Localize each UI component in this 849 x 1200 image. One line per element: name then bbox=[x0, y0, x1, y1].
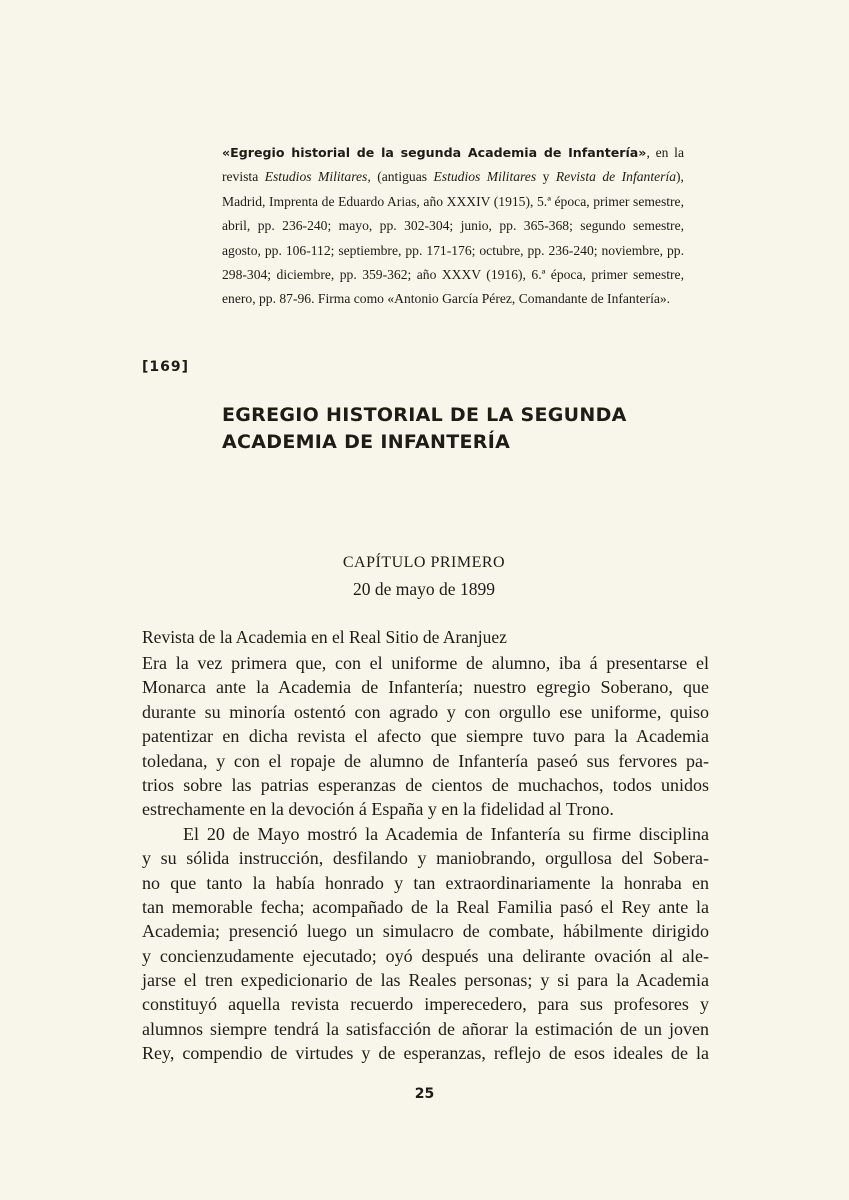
text-line: toledana, y con el ropaje de alumno de Infantería paseó sus fervores pa- bbox=[142, 750, 709, 771]
document-title bbox=[222, 402, 692, 456]
text-line: alumnos siempre tendrá la satisfacción de añorar la estimación de un joven bbox=[142, 1018, 709, 1039]
text-line: Era la vez primera que, con el uniforme de alumno, iba á presentarse el bbox=[142, 653, 709, 673]
text-line: patentizar en dicha revista el afecto que siempre tuvo para la Academia bbox=[142, 726, 709, 747]
text-line: Rey, compendio de virtudes y de esperanzas, reflejo de esos ideales de la bbox=[142, 1043, 709, 1064]
bibliographic-text: y bbox=[536, 169, 556, 185]
bibliographic-text: ), Madrid, Imprenta de Eduardo Arias, año XXXIV (1915), 5.ª época, primer semestre, abril, pp. 236-240; mayo, pp. 302-304; junio, pp. 365-368; segundo semestre, agosto, pp. 106-112; septiembre, pp. 171-176; octubre, pp. 236-240; noviembre, pp. 298-304; diciembre, pp. 359-362; año XXXV (1916), 6.ª época, primer semestre, enero, pp. 87-96. Firma como «Antonio García Pérez, Comandante de Infantería». bbox=[222, 169, 684, 307]
text-line: durante su minoría ostentó con agrado y con orgullo ese uniforme, quiso bbox=[142, 701, 709, 722]
text-line: Academia; presenció luego un simulacro de combate, hábilmente dirigido bbox=[142, 921, 709, 942]
text-line: no que tanto la había honrado y tan extraordinariamente la honraba en bbox=[142, 872, 709, 893]
text-line: y concienzudamente ejecutado; oyó después una delirante ovación al ale- bbox=[142, 945, 709, 966]
text-line: Monarca ante la Academia de Infantería; nuestro egregio Soberano, que bbox=[142, 677, 709, 698]
document-title-line: EGREGIO HISTORIAL DE LA SEGUNDA bbox=[222, 404, 627, 426]
bibliographic-title: «Egregio historial de la segunda Academia de Infantería» bbox=[222, 145, 647, 160]
bibliographic-journal: Revista de Infantería bbox=[555, 169, 677, 185]
chapter-heading: CAPÍTULO PRIMERO bbox=[342, 554, 506, 571]
bibliographic-note bbox=[222, 141, 684, 312]
text-line: constituyó aquella revista recuerdo imperecedero, para sus profesores y bbox=[142, 994, 709, 1015]
chapter-date: 20 de mayo de 1899 bbox=[353, 579, 495, 599]
text-line: tan memorable fecha; acompañado de la Real Familia pasó el Rey ante la bbox=[142, 896, 709, 917]
text-line: y su sólida instrucción, desfilando y maniobrando, orgullosa del Sobera- bbox=[142, 848, 709, 869]
text-line: estrechamente en la devoción á España y en la fidelidad al Trono. bbox=[142, 799, 614, 820]
text-line: El 20 de Mayo mostró la Academia de Infantería su firme disciplina bbox=[183, 823, 709, 844]
bibliographic-text: , en la revista bbox=[222, 145, 684, 185]
document-title-line: ACADEMIA DE INFANTERÍA bbox=[222, 431, 511, 453]
text-line: trios sobre las patrias esperanzas de cientos de muchachos, todos unidos bbox=[142, 774, 709, 795]
bibliographic-text: (antiguas bbox=[370, 169, 434, 185]
page-number: 25 bbox=[414, 1086, 435, 1102]
bibliographic-journal: Estudios Militares, bbox=[264, 169, 371, 185]
section-heading: Revista de la Academia en el Real Sitio de Aranjuez bbox=[142, 627, 507, 647]
document-number: [169] bbox=[142, 359, 190, 375]
text-line: jarse el tren expedicionario de las Reales personas; y si para la Academia bbox=[142, 970, 709, 991]
bibliographic-journal: Estudios Militares bbox=[433, 169, 537, 185]
body-text bbox=[142, 651, 709, 1066]
